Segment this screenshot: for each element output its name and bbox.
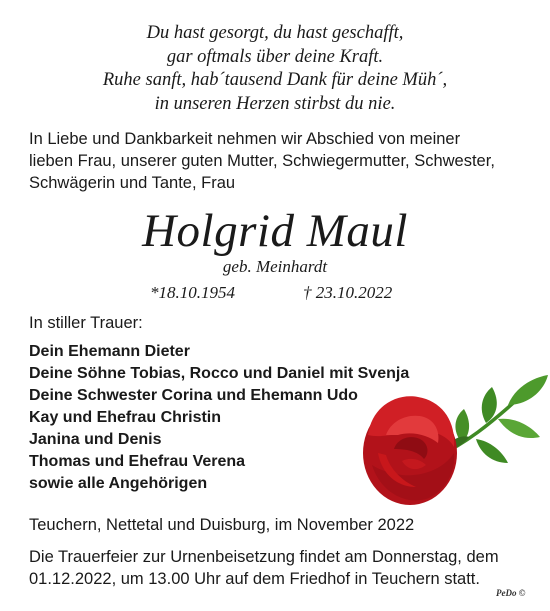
mourner-line: Kay und Ehefrau Christin [29, 409, 222, 426]
mourner-line: Deine Söhne Tobias, Rocco und Daniel mit Svenja [29, 365, 410, 382]
intro-line: lieben Frau, unserer guten Mutter, Schwiegermutter, Schwester, [29, 152, 495, 170]
intro-line: In Liebe und Dankbarkeit nehmen wir Abschied von meiner [29, 130, 461, 148]
poem-line: Ruhe sanft, hab´tausend Dank für deine Müh´, [102, 70, 448, 90]
birth-date: *18.10.1954 [150, 283, 235, 302]
poem-line: in unseren Herzen stirbst du nie. [154, 93, 396, 114]
death-date: † 23.10.2022 [303, 283, 393, 302]
mourner-line: Thomas und Ehefrau Verena [29, 453, 246, 470]
mourning-label: In stiller Trauer: [29, 314, 143, 332]
mourner-line: Janina und Denis [29, 431, 162, 448]
intro-text [29, 128, 529, 194]
red-rose-icon [358, 365, 550, 510]
deceased-name: Holgrid Maul [142, 205, 408, 257]
poem-line: gar oftmals über deine Kraft. [166, 46, 384, 67]
intro-line: Schwägerin und Tante, Frau [29, 174, 236, 192]
mourner-line: sowie alle Angehörigen [29, 475, 208, 492]
funeral-info [29, 546, 539, 590]
poem [0, 22, 550, 116]
birth-name: geb. Meinhardt [222, 257, 328, 276]
publisher-signature: PeDo © [496, 588, 526, 598]
funeral-line: Die Trauerfeier zur Urnenbeisetzung findet am Donnerstag, dem [29, 548, 499, 566]
mourner-line: Deine Schwester Corina und Ehemann Udo [29, 387, 358, 404]
place-date: Teuchern, Nettetal und Duisburg, im November 2022 [29, 516, 415, 534]
mourners-list [29, 341, 409, 495]
poem-line: Du hast gesorgt, du hast geschafft, [146, 23, 404, 43]
mourner-line: Dein Ehemann Dieter [29, 343, 190, 360]
funeral-line: 01.12.2022, um 13.00 Uhr auf dem Friedhof in Teuchern statt. [29, 570, 480, 588]
